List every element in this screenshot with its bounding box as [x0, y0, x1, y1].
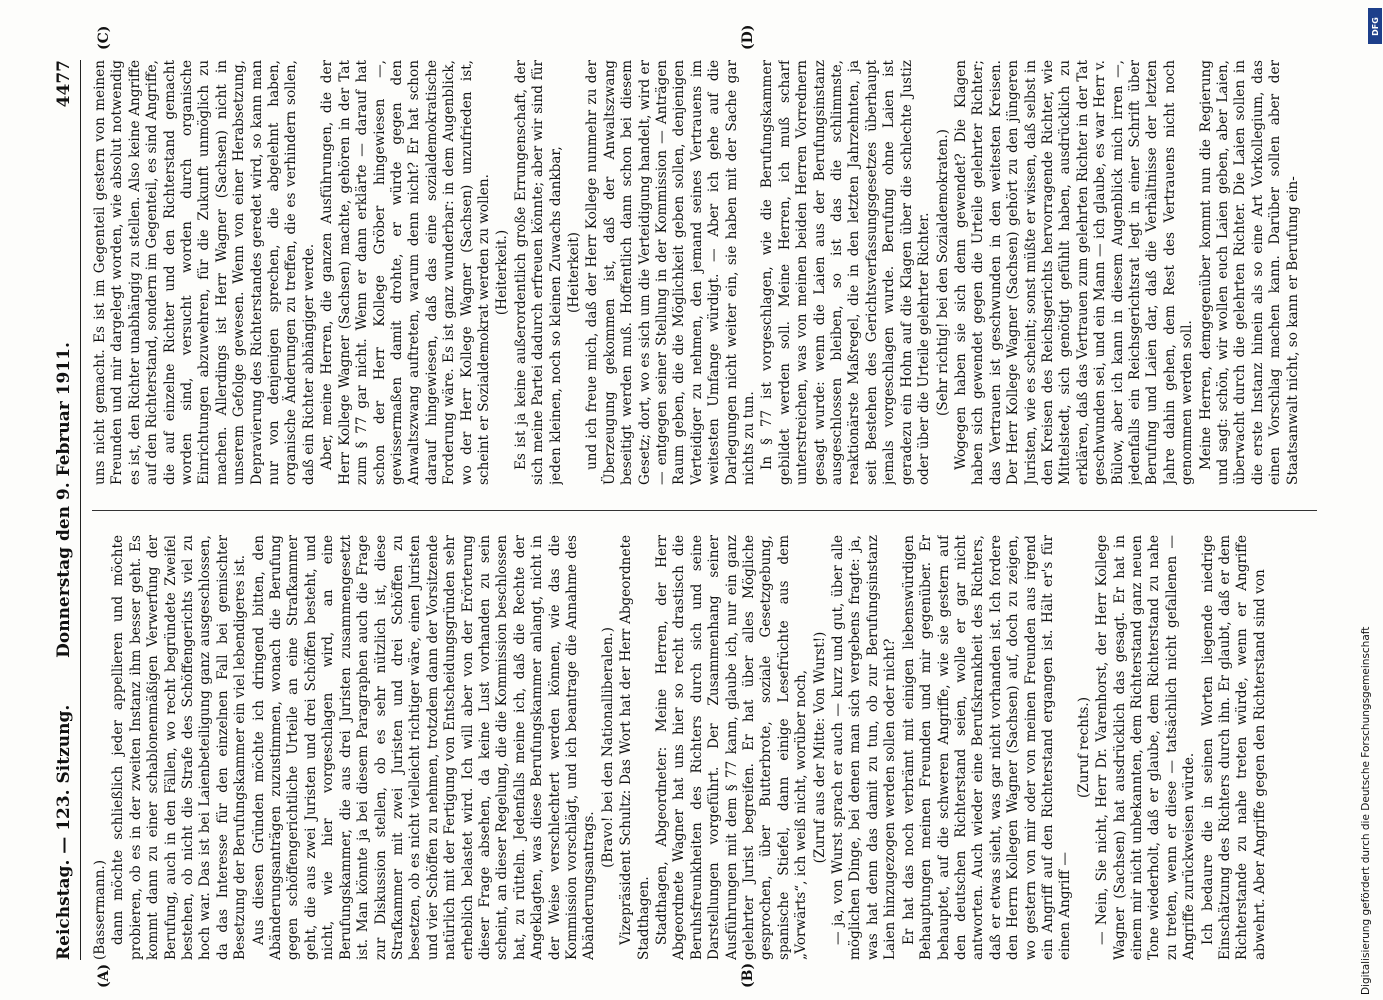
margin-marker-b: (B) [740, 962, 756, 988]
paragraph: Ich bedaure die in seinen Worten liegende niedrige Einschätzung des Richters durch ihn. Er glaubt, daß er dem Richterstande zu nahe treten würde, wenn er Angriffe abwehrt. Aber Angriffe gegen den Richterstand sind von [1199, 535, 1268, 960]
paragraph: und ich freue mich, daß der Herr Kollege nunmehr zu der Überzeugung gekommen ist, daß der Anwaltszwang beseitigt werden muß. Hoffentlich dann schon bei diesem Gesetz; dort, wo es sich um die Verteidigung handelt, wird er — entgegen seiner Stellung in der Kommission — Anträgen Raum geben, die die Möglichkeit geben sollen, denjenigen Verteidiger zu nehmen, den jemand seines Vertrauens im weitesten Umfange würdigt. — Aber ich gehe auf die Darlegungen nicht weiter ein, sie haben mit der Sache gar nichts zu tun. [584, 60, 758, 485]
paragraph: uns nicht gemacht. Es ist im Gegenteil gestern von meinen Freunden und mir dargelegt worden, wie absolut notwendig es ist, den Richter unabhängig zu stellen. Also keine Angriffe auf den Richterstand, sondern im Gegenteil, es sind Angriffe, die auf einzelne Richter und den Richterstand gemacht worden sind, versucht worden durch organische Einrichtungen abzuwehren, für die Zukunft unmöglich zu machen. Allerdings ist Herr Wagner (Sachsen) nicht in unserem Gefolge gewesen. Wenn von einer Herabsetzung, Depravierung des Richterstandes geredet wird, so kann man nur von denjenigen sprechen, die abgelehnt haben, organische Änderungen zu treffen, die es verhindern sollen, daß ein Richter abhängiger werde. [92, 60, 317, 485]
interjection: (Zuruf aus der Mitte: Von Wurst!) [811, 631, 828, 864]
paragraph: Vizepräsident Schultz: Das Wort hat der Herr Abgeordnete Stadthagen. [618, 535, 652, 960]
paragraph: Es ist ja keine außerordentlich große Errungenschaft, der sich meine Partei dadurch erfreuen könnte; aber wir sind für jeden kleinen, noch so kleinen Zuwachs dankbar, [512, 60, 564, 485]
page-header [40, 60, 81, 960]
interjection: (Heiterkeit) [565, 232, 582, 313]
dfg-logo-text: DFG [1370, 16, 1380, 36]
paragraph: Wogegen haben sie sich denn gewendet? Die Klagen haben sich gewendet gegen die Urteile gelehrter Richter; das Vertrauen ist geschwunden in den weitesten Kreisen. Der Herr Kollege Wagner (Sachsen) gehört zu den jüngeren Juristen, wie es scheint; sonst müßte er wissen, daß selbst in den Kreisen des Reichsgerichts hervorragende Richter, wie Mittelstedt, sich genötigt gefühlt haben, ausdrücklich zu erklären, daß das Vertrauen zum gelehrten Richter in der Tat geschwunden sei, und ein Mann — ich glaube, es war Herr v. Bülow, aber ich kann in diesem Augenblick mich irren —, jedenfalls ein Reichsgerichtsrat legt in einer Schrift über Berufung und Laien dar, daß die Verhältnisse der letzten Jahre dahin gehen, dem Rest des Vertrauens nicht noch genommen werden soll. [952, 60, 1196, 485]
interjection: (Heiterkeit.) [494, 229, 511, 316]
page-number: 4477 [54, 60, 74, 108]
paragraph: — Nein, Sie nicht, Herr Dr. Varenhorst, der Herr Kollege Wagner (Sachsen) hat ausdrücklich das gesagt. Er hat in einem mir nicht unbekannten, dem Richterstand ganz neuen Tone wiederholt, daß er glaube, dem Richterstand zu nahe zu treten, wenn er diese — tatsächlich nicht gefallenen — Angriffe zurückweisen würde. [1094, 535, 1198, 960]
margin-marker-d: (D) [740, 24, 756, 50]
left-column [92, 535, 1317, 960]
paragraph: Aber, meine Herren, die ganzen Ausführungen, die der Herr Kollege Wagner (Sachsen) machte, gehören in der Tat zum § 77 gar nicht. Wenn er dann erklärte — darauf hat schon der Herr Kollege Gröber hingewiesen —, gewissermaßen damit drohte, er würde gegen den Anwaltszwang auftreten, warum denn nicht? Er hat schon darauf hingewiesen, daß das eine sozialdemokratische Forderung wäre. Es ist ganz wunderbar: in dem Augenblick, wo der Herr Kollege Wagner (Sachsen) unzufrieden ist, scheint er Sozialdemokrat werden zu wollen. [319, 60, 492, 485]
dfg-logo [1368, 8, 1382, 44]
margin-marker-a: (A) [96, 963, 112, 988]
header-left: Reichstag. — 123. Sitzung. [54, 704, 74, 960]
paragraph: In § 77 ist vorgeschlagen, wie die Berufungskammer gebildet werden soll. Meine Herren, ich muß scharf unterstreichen, was von meinen beiden Herren Vorrednern gesagt wurde: wenn die Laien aus der Berufungsinstanz ausgeschlossen bleiben, so ist das die schlimmste, reaktionärste Maßregel, die in den letzten Jahrzehnten, ja seit Bestehen des Gerichtsverfassungsgesetzes überhaupt jemals vorgeschlagen wurde. Berufung ohne Laien ist geradezu ein Hohn auf die Klagen über die schlechte Justiz oder über die Urteile gelehrter Richter. [759, 60, 933, 485]
interjection: (Sehr richtig! bei den Sozialdemokraten.) [934, 129, 951, 416]
paragraph: Stadthagen, Abgeordneter: Meine Herren, der Herr Abgeordnete Wagner hat uns hier so recht drastisch die Beruhsfreunkheiten des Richters durch sich und seine Darstellungen vorgeführt. Der Zusammenhang seiner Ausführungen mit dem § 77 kann, glaube ich, nur ein ganz gelehrter Jurist begreifen. Er hat über alles Mögliche gesprochen, über Butterbrote, soziale Gesetzgebung, spanische Stiefel, dann einige Lesefrüchte aus dem „Vorwärts“, ich weiß nicht, worüber noch, [654, 535, 810, 960]
paragraph: Meine Herren, demgegenüber kommt nun die Regierung und sagt: schön, wir wollen euch Laien geben, aber Laien, überwacht durch die gelehrten Richter. Die Laien sollen in die erste Instanz hinein als so eine Art Vorkollegium, das einen Vorschlag machen kann. Darüber sollen aber der Staatsanwalt nicht, so kann er Berufung ein- [1197, 60, 1301, 485]
right-column [92, 60, 1317, 485]
interjection: (Zuruf rechts.) [1075, 696, 1092, 799]
interjection: (Bravo! bei den Nationalliberalen.) [599, 627, 616, 868]
paragraph: dann möchte schließlich jeder appellieren und möchte probieren, ob es in der zweiten Instanz ihm besser geht. Es kommt dann zu einer schablonenmäßigen Verwerfung der Berufung, auch in den Fällen, wo recht begründete Zweifel bestehen, ob nicht die Strafe des Schöffengerichts viel zu hoch war. Das ist bei Laienbeteiligung ganz ausgeschlossen, da das Interesse für den einzelnen Fall bei gemischter Besetzung der Berufungskammer ein viel lebendigeres ist. [110, 535, 249, 960]
paragraph: Aus diesen Gründen möchte ich dringend bitten, den Abänderungsanträgen zuzustimmen, wonach die Berufung gegen schöffengerichtliche Urteile an eine Strafkammer geht, die aus zwei Juristen und drei Schöffen besteht, und nicht, wie hier vorgeschlagen wird, an eine Berufungskammer, die aus drei Juristen zusammengesetzt ist. Man könnte ja bei diesem Paragraphen auch die Frage zur Diskussion stellen, ob es sehr nützlich ist, diese Strafkammer mit zwei Juristen und drei Schöffen zu besetzen, ob es nicht vielleicht richtiger wäre, einen Juristen und vier Schöffen zu nehmen, trotzdem dann der Vorsitzende natürlich mit der Fertigung von Entscheidungsgründen sehr erheblich belastet wird. Ich will aber von der Erörterung dieser Frage absehen, da keine Lust vorhanden zu sein scheint, an dieser Regelung, die die Kommission beschlossen hat, zu rütteln. Jedenfalls meine ich, daß die Rechte der Angeklagten, was diese Berufungskammer anlangt, nicht in der Weise verschlechtert werden können, wie das die Kommission vorschlägt, und ich beantrage die Annahme des Abänderungsantrags. [250, 535, 598, 960]
digitization-credit: Digitalisierung gefördert durch die Deutsche Forschungsgemeinschaft [1360, 626, 1372, 995]
speaker-note: (Bassermann.) [92, 859, 108, 960]
margin-marker-c: (C) [96, 25, 112, 50]
paragraph: Er hat das noch verbrämt mit einigen liebenswürdigen Behauptungen meinen Freunden und mir gegenüber. Er behauptet, auf die schweren Angriffe, wie sie gestern auf den deutschen Richterstand seien, wolle er gar nicht antworten. Auch wieder eine Berufskrankheit des Richters, daß er etwas sieht, was gar nicht vorhanden ist. Ich fordere den Herrn Kollegen Wagner (Sachsen) auf, doch zu zeigen, wo gestern von mir oder von meinen Freunden aus irgend ein Angriff auf den Richterstand ergangen ist. Hält er's für einen Angriff — [900, 535, 1074, 960]
column-divider [92, 510, 1317, 511]
rotated-page-content [40, 24, 1340, 988]
paragraph: — ja, von Wurst sprach er auch — kurz und gut, über alle möglichen Dinge, bei denen man sich vergebens fragte: ja, was hat denn das damit zu tun, ob zur Berufungsinstanz Laien hinzugezogen werden sollen oder nicht? [830, 535, 899, 960]
header-date: Donnerstag den 9. Februar 1911. [54, 342, 74, 658]
